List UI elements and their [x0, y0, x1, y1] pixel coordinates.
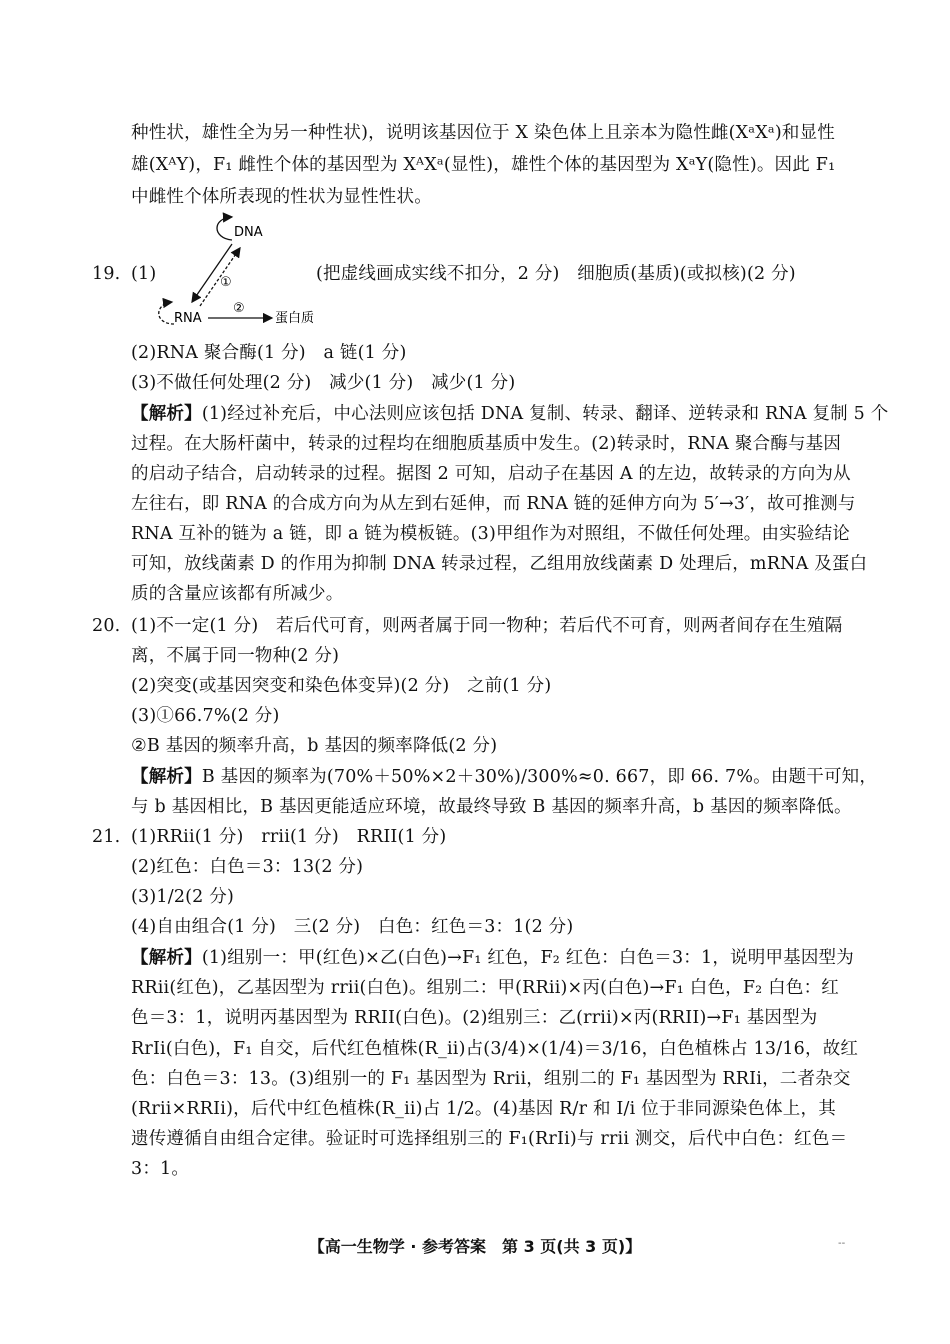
analysis-line: 【解析】(1)组别一：甲(红色)×乙(白色)→F₁ 红色，F₂ 红色：白色＝3：1，说明甲基因型为 [131, 948, 854, 968]
central-dogma-diagram [150, 212, 330, 332]
answer-text: (1)不一定(1 分) 若后代可育，则两者属于同一物种；若后代不可育，则两者间存在生殖隔 [131, 616, 843, 636]
analysis-heading: 【解析】 [131, 948, 202, 968]
analysis-line: 色：白色＝3：13。(3)组别一的 F₁ 基因型为 Rrii，组别二的 F₁ 基因型为 RRIi，二者杂交 [131, 1069, 851, 1089]
answer-text: 离，不属于同一物种(2 分) [131, 646, 340, 666]
answer-label: (1) [131, 264, 157, 284]
answer-text: (3)不做任何处理(2 分) 减少(1 分) 减少(1 分) [131, 373, 516, 393]
analysis-line: 【解析】B 基因的频率为(70%＋50%×2＋30%)/300%≈0. 667，即 66. 7%。由题干可知， [131, 767, 878, 787]
text-line: 种性状，雄性全为另一种性状)，说明该基因位于 X 染色体上且亲本为隐性雌(XᵃXᵃ)和显性 [131, 123, 835, 143]
answer-text: (把虚线画成实线不扣分，2 分) 细胞质(基质)(或拟核)(2 分) [316, 264, 796, 284]
analysis-line: 的启动子结合，启动转录的过程。据图 2 可知，启动子在基因 A 的左边，故转录的方向为从 [131, 464, 851, 484]
rna-label: RNA [174, 311, 202, 326]
analysis-line: RRii(红色)，乙基因型为 rrii(白色)。组别二：甲(RRii)×丙(白色)→F₁ 白色，F₂ 白色：红 [131, 978, 839, 998]
answer-text: (4)自由组合(1 分) 三(2 分) 白色：红色＝3：1(2 分) [131, 917, 574, 937]
protein-label: 蛋白质 [275, 311, 315, 326]
answer-text: (2)红色：白色＝3：13(2 分) [131, 857, 364, 877]
answer-text: (1)RRii(1 分) rrii(1 分) RRII(1 分) [131, 827, 447, 847]
analysis-line: 遗传遵循自由组合定律。验证时可选择组别三的 F₁(RrIi)与 rrii 测交，后代中白色：红色＝ [131, 1129, 848, 1149]
analysis-line: 与 b 基因相比，B 基因更能适应环境，故最终导致 B 基因的频率升高，b 基因的频率降低。 [131, 797, 852, 817]
question-number: 19. [92, 264, 121, 284]
dna-replication-arrow [217, 217, 232, 240]
answer-text: (2)突变(或基因突变和染色体变异)(2 分) 之前(1 分) [131, 676, 552, 696]
analysis-line: (Rrii×RRIi)，后代中红色植株(R_ii)占 1/2。(4)基因 R/r 和 I/i 位于非同源染色体上，其 [131, 1099, 836, 1119]
analysis-line: 左往右，即 RNA 的合成方向为从左到右延伸，而 RNA 链的延伸方向为 5′→3′，故可推测与 [131, 494, 856, 514]
answer-text: (2)RNA 聚合酶(1 分) a 链(1 分) [131, 343, 407, 363]
answer-text: (3)1/2(2 分) [131, 887, 235, 907]
analysis-heading: 【解析】 [131, 404, 202, 424]
analysis-line: 可知，放线菌素 D 的作用为抑制 DNA 转录过程，乙组用放线菌素 D 处理后，mRNA 及蛋白 [131, 554, 868, 574]
rna-replication-arrow [159, 302, 174, 324]
text-line: 中雌性个体所表现的性状为显性性状。 [131, 187, 432, 207]
analysis-line: RNA 互补的链为 a 链，即 a 链为模板链。(3)甲组作为对照组，不做任何处理。由实验结论 [131, 524, 850, 544]
dna-label: DNA [234, 225, 263, 240]
question-number: 20. [92, 616, 121, 636]
question-number: 21. [92, 827, 121, 847]
analysis-heading: 【解析】 [131, 767, 202, 787]
page-footer: 【高一生物学 · 参考答案 第 3 页(共 3 页)】 [308, 1237, 642, 1256]
text-line: 雄(XᴬY)，F₁ 雌性个体的基因型为 XᴬXᵃ(显性)，雄性个体的基因型为 XᵃY(隐性)。因此 F₁ [131, 155, 836, 175]
analysis-line: 3：1。 [131, 1159, 190, 1179]
answer-text: ②B 基因的频率升高，b 基因的频率降低(2 分) [131, 736, 498, 756]
corner-mark: -- [838, 1238, 846, 1249]
answer-text: (3)①66.7%(2 分) [131, 706, 280, 726]
transcription-arrow [192, 244, 232, 302]
analysis-line: 【解析】(1)经过补充后，中心法则应该包括 DNA 复制、转录、翻译、逆转录和 RNA 复制 5 个 [131, 404, 889, 424]
analysis-line: 色＝3：1，说明丙基因型为 RRII(白色)。(2)组别三：乙(rrii)×丙(RRII)→F₁ 基因型为 [131, 1008, 818, 1028]
analysis-line: 质的含量应该都有所减少。 [131, 584, 344, 604]
mark-2: ② [233, 301, 245, 316]
analysis-line: RrIi(白色)，F₁ 自交，后代红色植株(R_ii)占(3/4)×(1/4)＝3/16，白色植株占 13/16，故红 [131, 1039, 859, 1059]
analysis-line: 过程。在大肠杆菌中，转录的过程均在细胞质基质中发生。(2)转录时，RNA 聚合酶与基因 [131, 434, 842, 454]
mark-1: ① [220, 275, 232, 290]
